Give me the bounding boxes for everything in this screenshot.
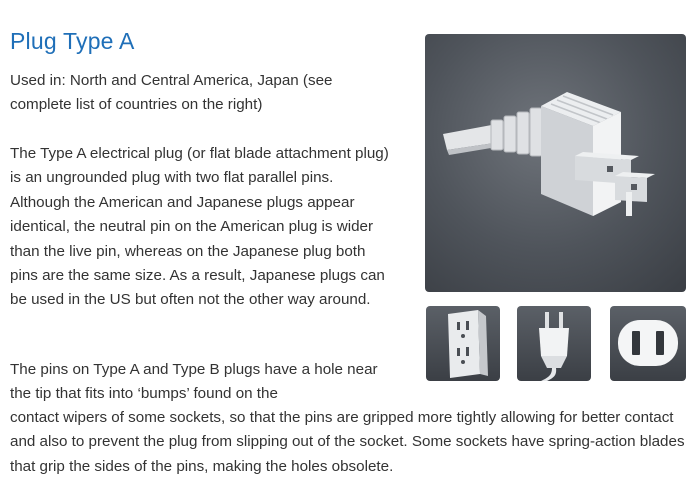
used-in-text: Used in: North and Central America, Japan (see complete list of countries on the right) [10,72,333,114]
wall-socket-icon [426,306,500,381]
socket-closeup-icon [610,306,686,381]
description-text: The Type A electrical plug (or flat blade attachment plug) is an ungrounded plug with two flat parallel pins. Although the American and Japanese plugs appear identical, the neutral pin on the American plug is wider than the live pin, whereas on the Japanese plug both pins are the same size. As a result, Japanese plugs can be used in the US but often not the other way around. [10,145,389,309]
plug-render-icon [425,34,686,292]
plug-photo-icon [517,306,591,381]
thumbnail-socket-closeup[interactable] [610,306,686,381]
thumbnail-plug-photo[interactable] [517,306,591,381]
pins-text-part-2: contact wipers of some sockets, so that the pins are gripped more tightly allowing for better contact and also to prevent the plug from slipping out of the socket. Some sockets have spring-action blades that grip the sides of the pins, making the holes obsolete. [10,409,685,475]
main-plug-image [425,34,686,292]
thumbnail-wall-socket[interactable] [426,306,500,381]
pins-text-part-1: The pins on Type A and Type B plugs have a hole near the tip that fits into ‘bumps’ found on the [10,361,378,403]
page-title: Plug Type A [10,28,135,54]
